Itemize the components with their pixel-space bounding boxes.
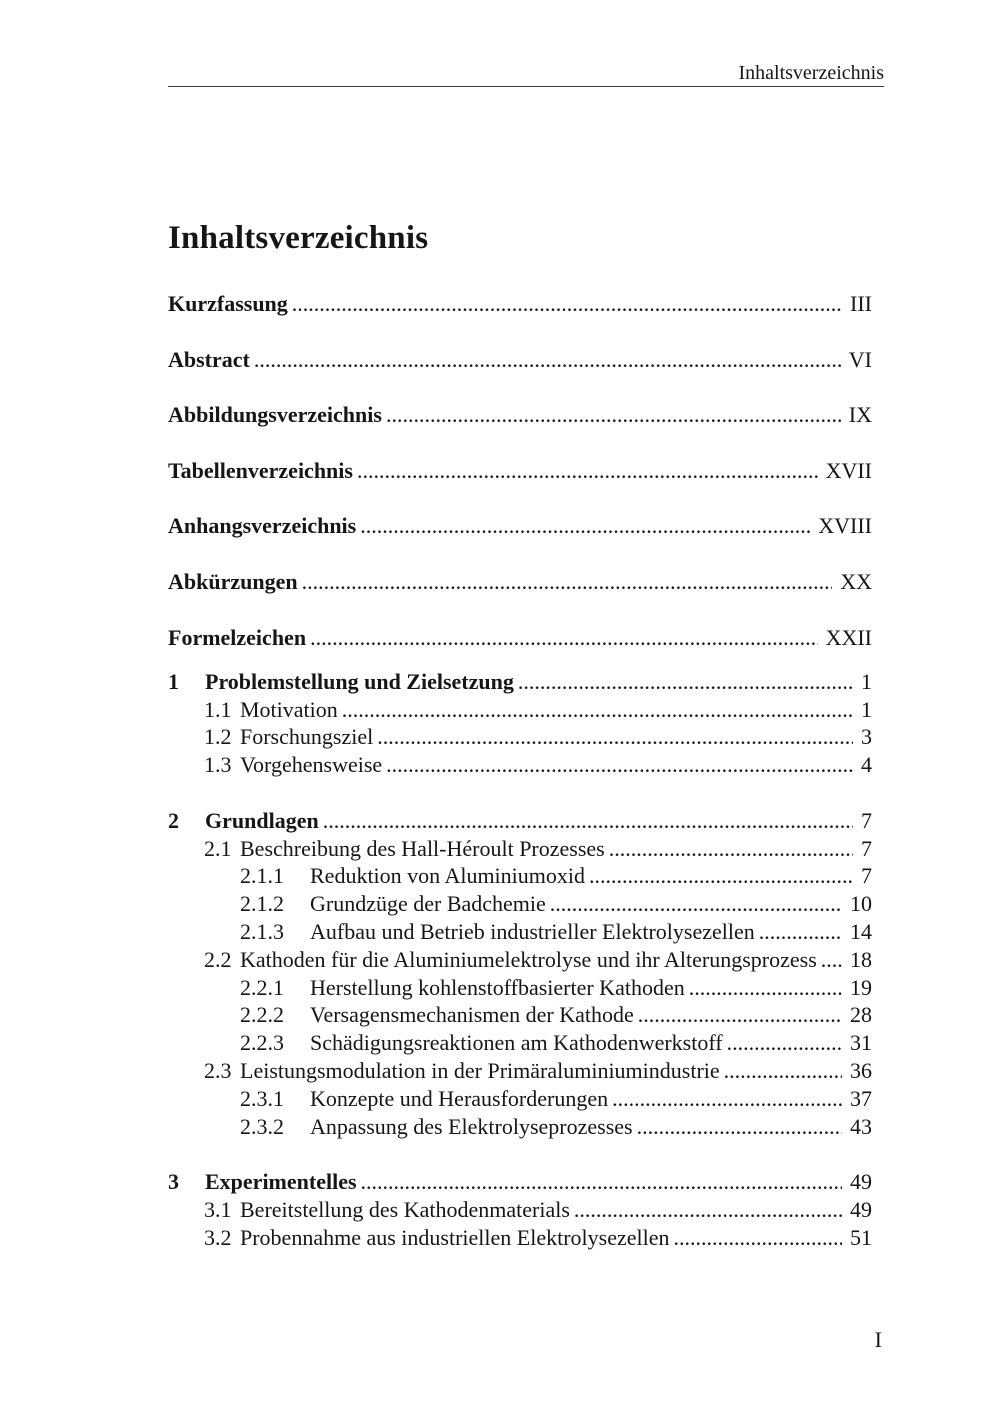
dot-leader	[386, 401, 841, 429]
toc-entry-number: 3	[168, 1169, 179, 1195]
dot-leader	[254, 346, 841, 374]
toc-entry-section	[204, 835, 884, 863]
toc-entry-label: Forschungsziel	[240, 724, 374, 750]
toc-entry-label: Motivation	[240, 696, 338, 722]
dot-leader	[377, 723, 853, 751]
page-footer	[875, 1326, 882, 1354]
toc-entry-label: Kathoden für die Aluminiumelektrolyse und ihr Alterungsprozess	[240, 946, 817, 972]
dot-leader	[673, 1224, 842, 1252]
toc-entry-page: XVII	[825, 457, 872, 483]
page-header	[168, 0, 884, 87]
toc-entry-label: Herstellung kohlenstoffbasierter Kathoden	[310, 974, 685, 1000]
page-number: I	[874, 1327, 882, 1352]
dot-leader	[323, 807, 853, 835]
toc-entry-page: 49	[850, 1197, 872, 1222]
dot-leader	[357, 457, 818, 485]
toc-entry-page: III	[850, 291, 872, 316]
dot-leader	[609, 835, 853, 863]
toc-entry-number: 2.1	[204, 835, 232, 861]
toc-entry-subsection	[240, 890, 884, 918]
toc-entry-label: Tabellenverzeichnis	[168, 457, 353, 483]
toc-entry-label: Problemstellung und Zielsetzung	[205, 668, 514, 694]
toc-entry-label: Kurzfassung	[168, 291, 288, 316]
toc-entry-section	[204, 1224, 884, 1252]
dot-leader	[574, 1196, 842, 1224]
dot-leader	[550, 890, 842, 918]
toc-entry-page: 1	[861, 696, 872, 722]
toc-entry-number: 1.2	[204, 724, 232, 750]
toc-entry-label: Abkürzungen	[168, 568, 298, 594]
toc-entry-number: 2.1.1	[240, 863, 284, 889]
dot-leader	[302, 568, 833, 596]
toc-entry-page: 37	[850, 1085, 872, 1111]
toc-entry-label: Beschreibung des Hall-Héroult Prozesses	[240, 835, 605, 861]
page-title: Inhaltsverzeichnis	[168, 220, 429, 256]
dot-leader	[727, 1029, 842, 1057]
dot-leader	[589, 862, 853, 890]
toc-entry-section	[204, 751, 884, 779]
toc-entry-label: Grundlagen	[205, 807, 319, 833]
toc-entry-front	[168, 346, 884, 374]
toc-entry-page: 7	[861, 863, 872, 889]
toc-entry-page: 36	[850, 1058, 872, 1084]
toc-entry-label: Schädigungsreaktionen am Kathodenwerkstoff	[310, 1030, 723, 1056]
toc-entry-number: 2.2.1	[240, 974, 284, 1000]
toc-entry-page: 1	[861, 668, 872, 694]
toc-entry-subsection	[240, 974, 884, 1002]
toc-entry-subsection	[240, 1001, 884, 1029]
dot-leader	[360, 512, 810, 540]
toc-entry-subsection	[240, 1029, 884, 1057]
toc-entry-label: Aufbau und Betrieb industrieller Elektrolysezellen	[310, 919, 755, 945]
toc-entry-page: IX	[848, 402, 872, 428]
toc-entry-front	[168, 568, 884, 596]
toc-entry-chapter	[168, 1168, 884, 1196]
toc-entry-section	[204, 946, 884, 974]
toc-entry-number: 2.1.2	[240, 891, 284, 917]
running-header-title: Inhaltsverzeichnis	[738, 62, 884, 84]
toc-entry-number: 2.3	[204, 1058, 232, 1084]
dot-leader	[724, 1057, 842, 1085]
toc-entry-page: 51	[850, 1224, 872, 1250]
toc-entry-page: 31	[850, 1030, 872, 1056]
toc-entry-chapter	[168, 668, 884, 696]
dot-leader	[689, 974, 842, 1002]
toc-entry-front	[168, 290, 884, 318]
dot-leader	[612, 1085, 842, 1113]
toc-entry-number: 2.2.3	[240, 1030, 284, 1056]
toc-entry-number: 2.3.2	[240, 1113, 284, 1139]
toc-entry-number: 3.2	[204, 1224, 232, 1250]
toc-entry-label: Leistungsmodulation in der Primäraluminiumindustrie	[240, 1058, 720, 1084]
toc-entry-label: Versagensmechanismen der Kathode	[310, 1002, 634, 1028]
dot-leader	[342, 696, 853, 724]
toc-entry-page: XX	[840, 568, 872, 594]
toc-entry-front	[168, 512, 884, 540]
toc-entry-page: XXII	[825, 624, 872, 650]
toc-entry-chapter	[168, 807, 884, 835]
toc-entry-label: Anhangsverzeichnis	[168, 513, 357, 539]
toc-entry-label: Probennahme aus industriellen Elektrolysezellen	[240, 1224, 670, 1250]
toc-entry-subsection	[240, 862, 884, 890]
dot-leader	[386, 751, 853, 779]
toc-entry-page: 28	[850, 1002, 872, 1028]
toc-entry-subsection	[240, 918, 884, 946]
toc-entry-page: VI	[848, 346, 872, 372]
toc-entry-section	[204, 723, 884, 751]
toc-entry-page: 49	[850, 1169, 872, 1195]
toc-entry-label: Konzepte und Herausforderungen	[310, 1085, 609, 1111]
toc-entry-front	[168, 624, 884, 652]
toc-entry-number: 1.3	[204, 752, 232, 778]
dot-leader	[821, 946, 842, 974]
toc-entry-number: 2.2	[204, 946, 232, 972]
toc-entry-page: 43	[850, 1113, 872, 1139]
dot-leader	[637, 1113, 842, 1141]
toc-entry-page: 3	[861, 724, 872, 750]
toc-entry-label: Abbildungsverzeichnis	[168, 402, 382, 428]
dot-leader	[518, 668, 853, 696]
toc-entry-number: 2.2.2	[240, 1002, 284, 1028]
dot-leader	[310, 624, 818, 652]
toc-entry-page: 10	[850, 891, 872, 917]
dot-leader	[759, 918, 842, 946]
dot-leader	[361, 1168, 842, 1196]
toc-entry-front	[168, 457, 884, 485]
toc-entry-front	[168, 401, 884, 429]
toc-entry-label: Abstract	[168, 346, 250, 372]
toc-entry-label: Reduktion von Aluminiumoxid	[310, 863, 586, 889]
dot-leader	[292, 290, 842, 318]
toc-entry-page: 19	[850, 974, 872, 1000]
toc-entry-subsection	[240, 1113, 884, 1141]
toc-entry-number: 2.1.3	[240, 919, 284, 945]
toc-entry-label: Grundzüge der Badchemie	[310, 891, 546, 917]
toc-entry-number: 2.3.1	[240, 1085, 284, 1111]
toc-entry-number: 1.1	[204, 696, 232, 722]
toc-entry-page: XVIII	[818, 513, 872, 539]
toc	[168, 290, 884, 1252]
toc-entry-page: 4	[861, 752, 872, 778]
toc-entry-page: 7	[861, 835, 872, 861]
toc-entry-page: 7	[861, 807, 872, 833]
toc-entry-page: 14	[850, 919, 872, 945]
toc-entry-label: Formelzeichen	[168, 624, 307, 650]
toc-entry-number: 3.1	[204, 1197, 232, 1222]
toc-entry-label: Bereitstellung des Kathodenmaterials	[240, 1197, 570, 1222]
toc-entry-subsection	[240, 1085, 884, 1113]
toc-entry-number: 1	[168, 668, 179, 694]
toc-entry-number: 2	[168, 807, 179, 833]
toc-entry-label: Anpassung des Elektrolyseprozesses	[310, 1113, 633, 1139]
toc-entry-label: Experimentelles	[205, 1169, 357, 1195]
toc-entry-section	[204, 1057, 884, 1085]
toc-entry-label: Vorgehensweise	[240, 752, 383, 778]
toc-entry-section	[204, 696, 884, 724]
toc-entry-section	[204, 1196, 884, 1224]
toc-entry-page: 18	[850, 946, 872, 972]
dot-leader	[638, 1001, 842, 1029]
